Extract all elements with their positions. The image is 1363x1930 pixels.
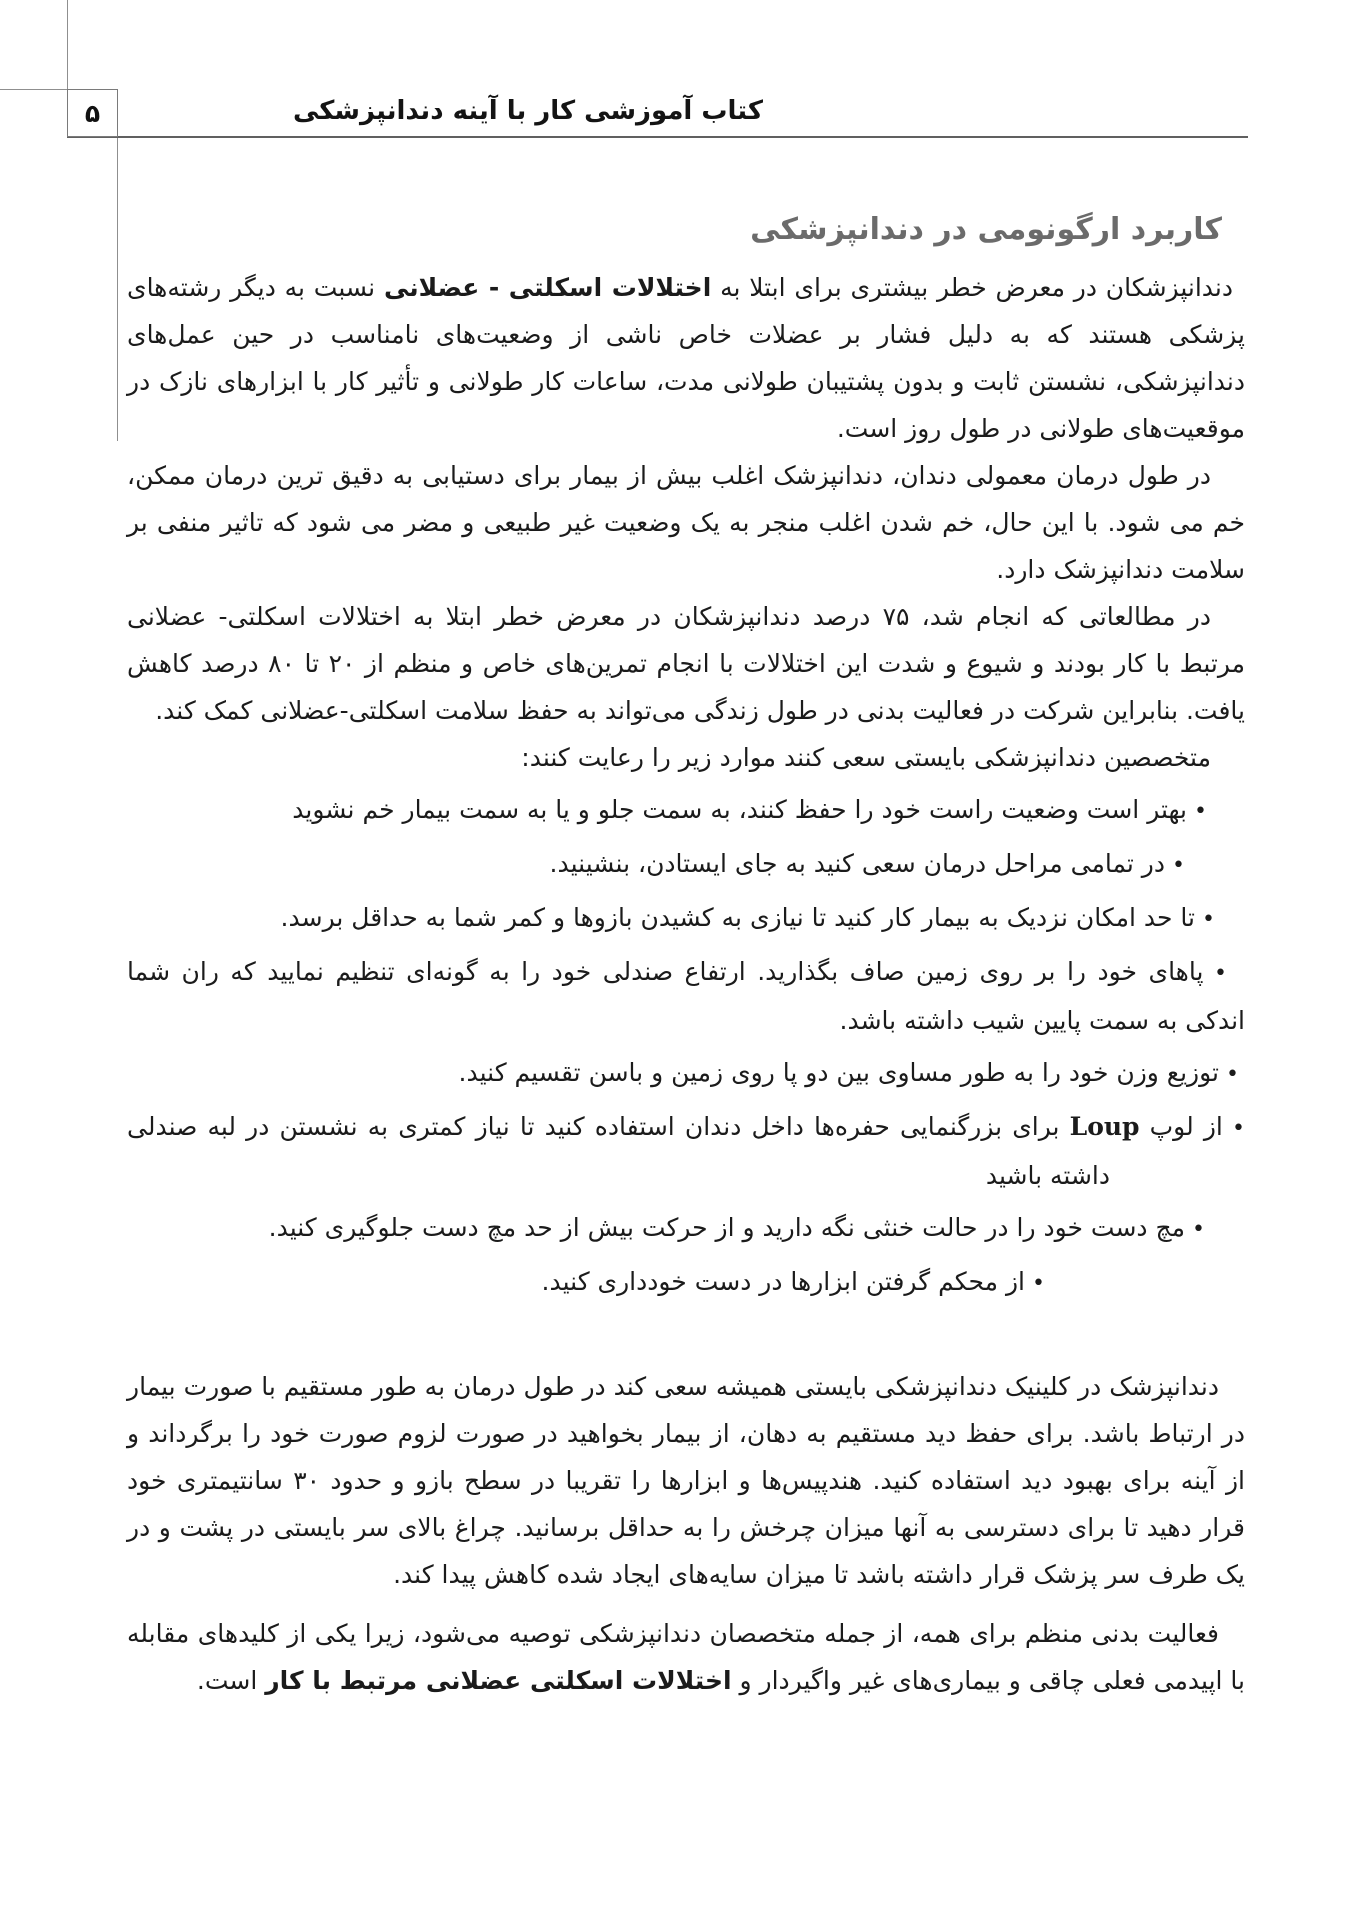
page-title: کاربرد ارگونومی در دندانپزشکی: [750, 212, 1222, 248]
body-text: در مطالعاتی که انجام شد، ۷۵ درصد دندانپزشکان در معرض خطر ابتلا به اختلالات اسکلتی- عضلانی مرتبط با کار بودند و شیوع و شدت این اختلالات با انجام تمرین‌های خاص و منظم از ۲۰ تا ۸۰ درصد کاهش یافت. بنابراین شرکت در فعالیت بدنی در طول زندگی می‌تواند به حفظ سلامت اسکلتی-عضلانی کمک کند.: [127, 602, 1246, 725]
body-text: مچ دست خود را در حالت خنثی نگه دارید و از حرکت بیش از حد مچ دست جلوگیری کنید.: [268, 1213, 1186, 1242]
paragraph: [127, 1610, 1245, 1704]
emphasized-text: اختلالات اسکلتی - عضلانی: [383, 273, 712, 302]
body-text: دندانپزشک در کلینیک دندانپزشکی بایستی همیشه سعی کند در طول درمان به طور مستقیم با صورت بیمار در ارتباط باشد. برای حفظ دید مستقیم به دهان، از بیمار بخواهید در صورت لزوم صورت خود را برگرداند و از آینه برای بهبود دید استفاده کنید. هندپیس‌ها و ابزارها را تقریبا در سطح بازو و حدود ۳۰ سانتیمتری خود قرار دهید تا برای دسترسی به آنها میزان چرخش را به حداقل برسانید. چراغ بالای سر بایستی در پشت و در یک طرف سر پزشک قرار داشته باشد تا میزان سایه‌های ایجاد شده کاهش پیدا کند.: [127, 1372, 1245, 1589]
body-text: در طول درمان معمولی دندان، دندانپزشک اغلب بیش از بیمار برای دستیابی به دقیق ترین درمان ممکن، خم می شود. با این حال، خم شدن اغلب منجر به یک وضعیت غیر طبیعی و مضر می شود که تاثیر منفی بر سلامت دندانپزشک دارد.: [127, 461, 1245, 584]
paragraph: [127, 734, 1245, 781]
page-body: [127, 264, 1245, 1704]
page-number-box: [67, 89, 118, 137]
bullet-item: [127, 1049, 1245, 1098]
running-head-book-title: کتاب آموزشی کار با آینه دندانپزشکی: [292, 96, 763, 126]
body-text: نسبت به دیگر رشته‌های پزشکی هستند که به دلیل فشار بر عضلات خاص ناشی از وضعیت‌های نامناسب در حین عمل‌های دندانپزشکی، نشستن ثابت و بدون پشتیبان طولانی مدت، ساعات کار طولانی و تأثیر کار با ابزارهای نازک در موقعیت‌های طولانی در طول روز است.: [127, 273, 1245, 443]
emphasized-text: اختلالات اسکلتی عضلانی مرتبط با کار: [265, 1666, 732, 1695]
bullet-item: [127, 948, 1245, 1044]
paragraph: [127, 593, 1245, 734]
body-text: از محکم گرفتن ابزارها در دست خودداری کنید.: [541, 1267, 1026, 1296]
bullet-icon: •: [1165, 853, 1185, 878]
paragraph: [127, 1363, 1245, 1598]
bullet-icon: •: [1185, 1217, 1205, 1242]
bullet-item: [127, 1204, 1245, 1253]
body-text: متخصصین دندانپزشکی بایستی سعی کنند موارد زیر را رعایت کنند:: [521, 743, 1211, 772]
body-text: از لوپ: [1139, 1112, 1223, 1141]
bullet-item: [127, 1103, 1245, 1199]
header-vertical-rule-top: [67, 0, 68, 90]
bullet-icon: •: [1025, 1271, 1045, 1296]
bullet-item: [127, 1258, 1245, 1307]
bullet-icon: •: [1222, 1116, 1245, 1141]
emphasized-text: Loup: [1069, 1112, 1140, 1141]
body-text: پاهای خود را بر روی زمین صاف بگذارید. ارتفاع صندلی خود را به گونه‌ای تنظیم نمایید که ران شما اندکی به سمت پایین شیب داشته باشد.: [127, 957, 1245, 1035]
body-text: است.: [196, 1666, 266, 1695]
header-horizontal-rule-left: [0, 89, 68, 90]
header-vertical-rule-side: [117, 138, 118, 441]
bullet-item: [127, 894, 1245, 943]
body-text: برای بزرگنمایی حفره‌ها داخل دندان استفاده کنید تا نیاز کمتری به نشستن در لبه صندلی داشته باشید: [127, 1112, 1110, 1190]
body-text: تا حد امکان نزدیک به بیمار کار کنید تا نیازی به کشیدن بازوها و کمر شما به حداقل برسد.: [280, 903, 1196, 932]
body-text: توزیع وزن خود را به طور مساوی بین دو پا روی زمین و باسن تقسیم کنید.: [458, 1058, 1220, 1087]
body-text: فعالیت بدنی منظم برای همه، از جمله متخصصان دندانپزشکی توصیه می‌شود، زیرا یکی از کلیدهای مقابله با اپیدمی فعلی چاقی و بیماری‌های غیر واگیردار و: [127, 1619, 1245, 1695]
page-number: ۵: [84, 98, 101, 128]
body-text: در تمامی مراحل درمان سعی کنید به جای ایستادن، بنشینید.: [549, 849, 1166, 878]
body-text: دندانپزشکان در معرض خطر بیشتری برای ابتلا به: [711, 273, 1233, 302]
paragraph: [127, 264, 1245, 452]
bullet-icon: •: [1195, 907, 1215, 932]
bullet-icon: •: [1219, 1062, 1239, 1087]
bullet-icon: •: [1187, 799, 1207, 824]
header-underline-rule: [67, 136, 1248, 138]
bullet-item: [127, 786, 1245, 835]
body-text: بهتر است وضعیت راست خود را حفظ کنند، به سمت جلو و یا به سمت بیمار خم نشوید: [292, 795, 1188, 824]
bullet-item: [127, 840, 1245, 889]
paragraph: [127, 452, 1245, 593]
bullet-icon: •: [1203, 961, 1227, 986]
